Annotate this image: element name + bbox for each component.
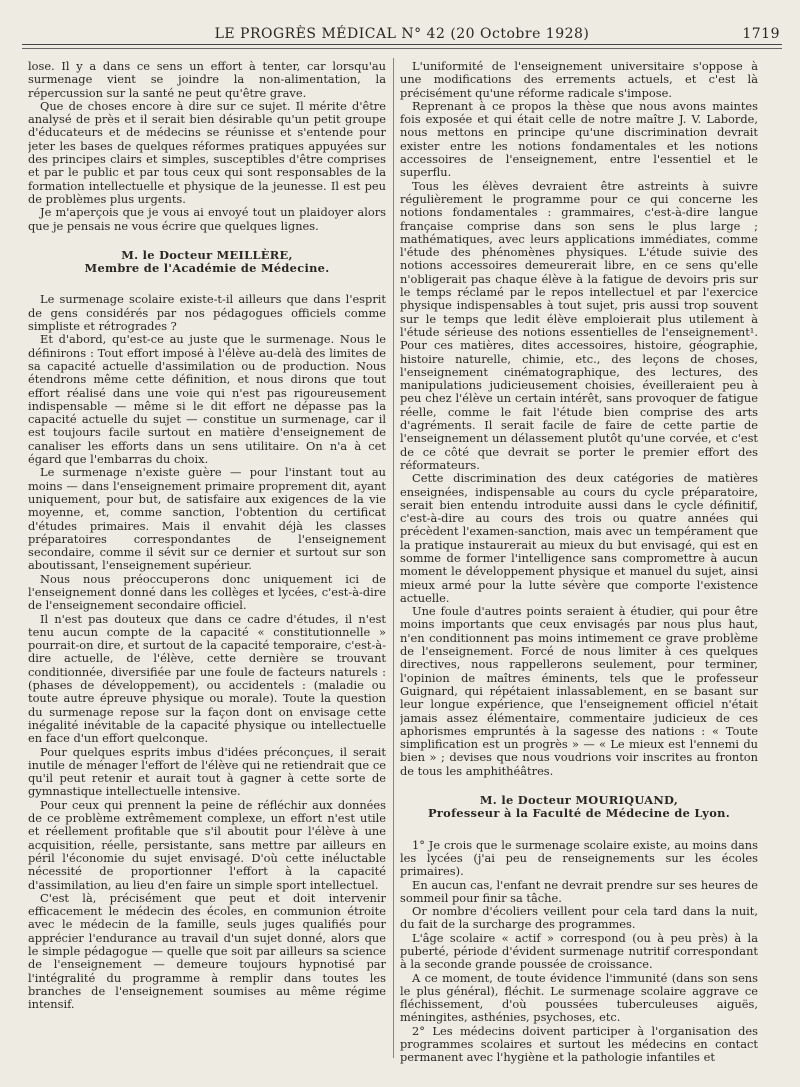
author-name: M. le Docteur MEILLÈRE, [121,247,293,262]
journal-title: LE PROGRÈS MÉDICAL N° 42 (20 Octobre 1928) [214,26,590,42]
paragraph: C'est là, précisément que peut et doit intervenir efficacement le médecin des écoles, en communion étroite avec le médecin de la famille, seuls juges qualifiés pour apprécier l'endurance au travail d'un sujet donné, alors que le simple pédagogue — quelle que soit par ailleurs sa science de l'enseignement — demeure toujours hypnotisé par l'intégralité du programme à remplir dans toutes les branches de l'enseignement soumises au même régime intensif. [28,890,386,1012]
left-column [28,60,386,1070]
paragraph: Pour quelques esprits imbus d'idées préconçues, il serait inutile de ménager l'effort de l'élève qui ne retiendrait que ce qu'il peut retenir et aurait tout à gagner à cette sorte de gymnastique intellectuelle intensive. [28,744,386,799]
page-number: 1719 [742,26,780,42]
author-affiliation: Membre de l'Académie de Médecine. [84,261,330,276]
author-name: M. le Docteur MOURIQUAND, [479,793,679,808]
paragraph: Nous nous préoccuperons donc uniquement ici de l'enseignement donné dans les collèges et lycées, c'est-à-dire de l'enseignement secondaire officiel. [28,571,386,613]
paragraph: Que de choses encore à dire sur ce sujet. Il mérite d'être analysé de près et il serait bien désirable qu'un petit groupe d'éducateurs et de médecins se réunisse et s'entende pour jeter les bases de quelques réformes pratiques appuyées sur des principes clairs et simples, susceptibles d'être comprises et par le public et par tous ceux qui sont responsables de la formation intellectuelle et physique de la jeunesse. Il est peu de problèmes plus urgents. [28,98,386,206]
paragraph: L'âge scolaire « actif » correspond (ou à peu près) à la puberté, période d'évident surmenage nutritif correspondant à la seconde grande poussée de croissance. [400,930,758,972]
paragraph: 2° Les médecins doivent participer à l'organisation des programmes scolaires et surtout les médecins en contact permanent avec l'hygiène et la pathologie infantiles et [400,1023,758,1065]
paragraph: A ce moment, de toute évidence l'immunité (dans son sens le plus général), fléchit. Le surmenage scolaire aggrave ce fléchissement, d'où poussées tuberculeuses aiguës, méningites, asthénies, psychoses, etc. [400,970,758,1025]
paragraph: Le surmenage scolaire existe-t-il ailleurs que dans l'esprit de gens considérés par nos pédagogues officiels comme simpliste et rétrogrades ? [28,292,386,334]
right-column [400,60,758,1070]
paragraph: 1° Je crois que le surmenage scolaire existe, au moins dans les lycées (j'ai peu de renseignements sur les écoles primaires). [400,837,758,879]
author-affiliation: Professeur à la Faculté de Médecine de Lyon. [428,806,730,821]
paragraph: Reprenant à ce propos la thèse que nous avons maintes fois exposée et qui était celle de notre maître J. V. Laborde, nous mettons en principe qu'une discrimination devrait exister entre les notions fondamentales et les notions accessoires de l'enseignement, entre l'essentiel et le superflu. [400,98,758,180]
paragraph: lose. Il y a dans ce sens un effort à tenter, car lorsqu'au surmenage vient se joindre la non-alimentation, la répercussion sur la santé ne peut qu'être grave. [28,60,386,100]
header-rule-thin [22,48,782,49]
paragraph: Pour ceux qui prennent la peine de réfléchir aux données de ce problème extrêmement complexe, un effort n'est utile et réellement profitable que s'il aboutit pour l'élève à une acquisition, réelle, persistante, sans mettre par ailleurs en péril l'économie du sujet envisagé. D'où cette inéluctable nécessité de proportionner l'effort à la capacité d'assimilation, au lieu d'en faire un simple sport intellectuel. [28,797,386,892]
column-divider [393,58,394,1058]
header-rule-thick [22,44,782,45]
paragraph: Une foule d'autres points seraient à étudier, qui pour être moins importants que ceux envisagés par nous plus haut, n'en conditionnent pas moins intimement ce grave problème de l'enseignement. Forcé de nous limiter à ces quelques directives, nous rappellerons seulement, pour terminer, l'opinion de maîtres éminents, tels que le professeur Guignard, qui répétaient inlassablement, en se basant sur leur longue expérience, que l'enseignement officiel n'était jamais assez élémentaire, commentaire judicieux de ces aphorismes empruntés à la sagesse des nations : « Toute simplification est un progrès » — « Le mieux est l'ennemi du bien » ; devises que nous voudrions voir inscrites au fronton de tous les amphithéâtres. [400,604,758,778]
paragraph: Tous les élèves devraient être astreints à suivre régulièrement le programme pour ce qui concerne les notions fondamentales : grammaires, c'est-à-dire langue française comprise dans son sens le plus large ; mathématiques, avec leurs applications immédiates, comme l'étude des phénomènes physiques. L'étude suivie des notions accessoires demeurerait libre, en ce sens qu'elle n'obligerait pas chaque élève à la fatigue de devoirs pris sur le temps réclamé par le repos intellectuel et par l'exercice physique indispensables à tout sujet, pris aussi trop souvent sur le temps que ledit élève emploierait plus utilement à l'étude sérieuse des notions essentielles de l'enseignement¹. Pour ces matières, dites accessoires, histoire, géographie, histoire naturelle, chimie, etc., des leçons de choses, l'enseignement cinématographique, des lectures, des manipulations judicieusement choisies, éveilleraient peu à peu chez l'élève un certain intérêt, sans provoquer de fatigue réelle, comme le fait l'étude bien comprise des arts d'agréments. Il serait facile de faire de cette partie de l'enseignement un délassement plutôt qu'une corvée, et c'est de ce côté que devrait se porter le premier effort des réformateurs. [400,178,758,472]
paragraph: Il n'est pas douteux que dans ce cadre d'études, il n'est tenu aucun compte de la capacité « constitutionnelle » pourrait-on dire, et surtout de la capacité temporaire, c'est-à-dire actuelle, de l'élève, cette dernière se trouvant conditionnée, diversifiée par une foule de facteurs naturels : (phases de développement), ou accidentels : (maladie ou toute autre épreuve physique ou morale). Toute la question du surmenage repose sur la façon dont on envisage cette inégalité inévitable de la capacité physique ou intellectuelle en face d'un effort quelconque. [28,611,386,746]
running-header [22,24,782,50]
paragraph: En aucun cas, l'enfant ne devrait prendre sur ses heures de sommeil pour finir sa tâche. [400,877,758,905]
paragraph: Le surmenage n'existe guère — pour l'instant tout au moins — dans l'enseignement primaire proprement dit, ayant uniquement, pour but, de satisfaire aux exigences de la vie moyenne, et, comme sanction, l'obtention du certificat d'études primaires. Mais il envahit déjà les classes préparatoires correspondantes de l'enseignement secondaire, comme il sévit sur ce dernier et surtout sur son aboutissant, l'enseignement supérieur. [28,465,386,573]
paragraph: Et d'abord, qu'est-ce au juste que le surmenage. Nous le définirons : Tout effort imposé à l'élève au-delà des limites de sa capacité actuelle d'assimilation ou de production. Nous étendrons même cette définition, et nous dirons que tout effort réalisé dans une voie qui n'est pas rigoureusement indispensable — même si le dit effort ne dépasse pas la capacité actuelle du sujet — constitue un surmenage, car il est toujours facile surtout en matière d'enseignement de canaliser les efforts dans un sens utilitaire. On n'a à cet égard que l'embarras du choix. [28,332,386,467]
paragraph: Cette discrimination des deux catégories de matières enseignées, indispensable au cours du cycle préparatoire, serait bien entendu introduite aussi dans le cycle définitif, c'est-à-dire au cours des trois ou quatre années qui précèdent l'examen-sanction, mais avec un tempérament que la pratique instaurerait au mieux du but envisagé, qui est en somme de former l'intelligence sans compromettre à aucun moment le développement physique et manuel du sujet, ainsi mieux armé pour la lutte sévère que comporte l'existence actuelle. [400,471,758,605]
paragraph: Or nombre d'écoliers veillent pour cela tard dans la nuit, du fait de la surcharge des programmes. [400,904,758,932]
paragraph: L'uniformité de l'enseignement universitaire s'oppose à une modifications des errements actuels, et c'est là précisément qu'une réforme radicale s'impose. [400,60,758,100]
paragraph: Je m'aperçois que je vous ai envoyé tout un plaidoyer alors que je pensais ne vous écrire que quelques lignes. [28,205,386,233]
